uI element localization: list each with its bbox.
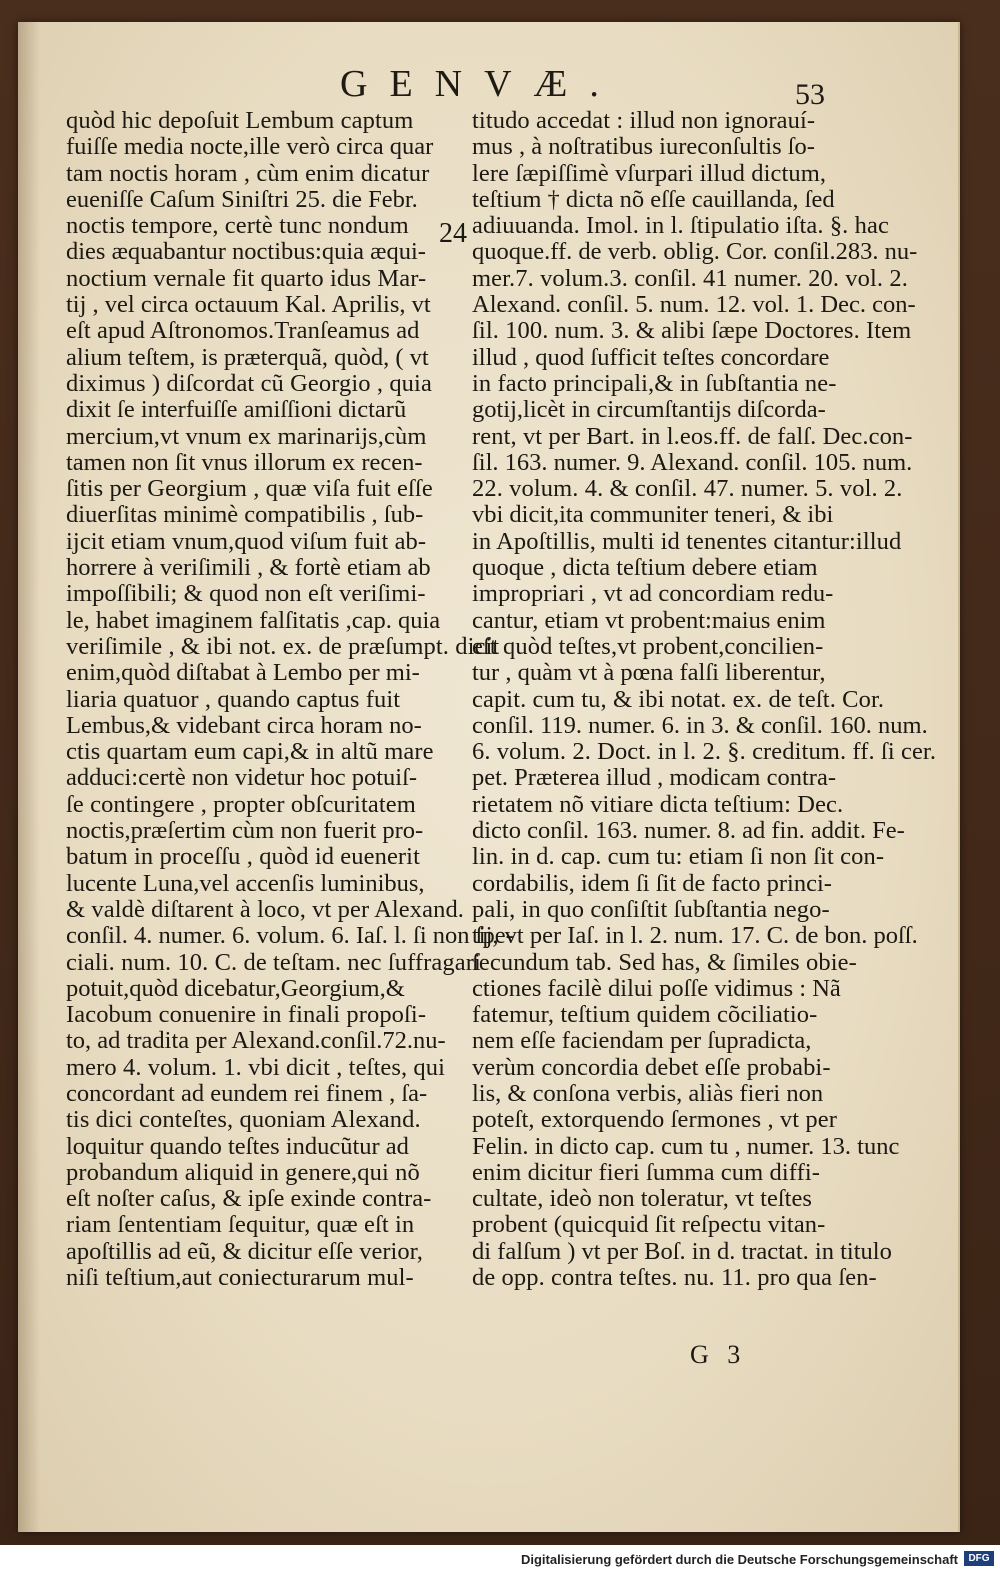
text-line: cantur, etiam vt probent:maius enim	[472, 606, 826, 634]
text-line: cordabilis, idem ſi ſit de facto princi-	[472, 869, 832, 897]
signature-mark: G 3	[690, 1340, 747, 1369]
text-line: quòd hic depoſuit Lembum captum	[66, 107, 414, 134]
text-line: horrere à veriſimili , & fortè etiam ab	[66, 554, 431, 582]
text-line: eſt noſter caſus, & ipſe exinde contra-	[66, 1185, 432, 1213]
text-line: tamen non ſit vnus illorum ex recen-	[66, 448, 423, 476]
text-line: capit. cum tu, & ibi notat. ex. de teſt. Cor.	[472, 685, 885, 713]
text-line: diuerſitas minimè compatibilis , ſub-	[66, 501, 424, 529]
text-line: lin. in d. cap. cum tu: etiam ſi non ſit con-	[472, 843, 885, 871]
text-line: mercium,vt vnum ex marinarijs,cùm	[66, 422, 427, 450]
text-line: quoque , dicta teſtium debere etiam	[472, 554, 818, 582]
text-line: diximus ) diſcordat cũ Georgio , quia	[66, 369, 432, 397]
text-line: ciali. num. 10. C. de teſtam. nec ſuffragari	[66, 948, 481, 976]
text-line: alium teſtem, is præterquã, quòd, ( vt	[66, 343, 429, 371]
text-line: concordant ad eundem rei finem , ſa-	[66, 1079, 428, 1107]
text-line: lere ſæpiſſimè vſurpari illud dictum,	[472, 159, 827, 187]
text-line: enim dicitur fieri ſumma cum diffi-	[472, 1158, 820, 1186]
text-line: enim,quòd diſtabat à Lembo per mi-	[66, 659, 420, 687]
text-line: ſe contingere , propter obſcuritatem	[66, 790, 416, 818]
text-line: riam ſententiam ſequitur, quæ eſt in	[66, 1211, 415, 1239]
text-line: 22. volum. 4. & conſil. 47. numer. 5. vol. 2.	[472, 475, 903, 503]
text-line: ſecundum tab. Sed has, & ſimiles obie-	[472, 948, 857, 976]
text-line: impropriari , vt ad concordiam redu-	[472, 580, 834, 608]
text-line: apoſtillis ad eũ, & dicitur eſſe verior,	[66, 1237, 423, 1265]
text-line: & valdè diſtarent à loco, vt per Alexand.	[66, 895, 465, 923]
text-line: ſil. 100. num. 3. & alibi ſæpe Doctores. Item	[472, 317, 912, 345]
text-line: rent, vt per Bart. in l.eos.ff. de falſ. Dec.con-	[472, 422, 913, 450]
text-line: illud , quod ſufficit teſtes concordare	[472, 343, 830, 371]
text-line: vbi dicit,ita communiter teneri, & ibi	[472, 501, 834, 529]
text-line: loquitur quando teſtes inducũtur ad	[66, 1132, 409, 1160]
text-line: poteſt, extorquendo ſermones , vt per	[472, 1106, 837, 1134]
text-line: tam noctis horam , cùm enim dicatur	[66, 159, 430, 187]
text-line: ctiones facilè dilui poſſe vidimus : Nã	[472, 974, 841, 1002]
text-line: in Apoſtillis, multi id tenentes citantur:illud	[472, 527, 902, 555]
text-line: veriſimile , & ibi not. ex. de præſumpt. dicit	[66, 632, 500, 660]
text-line: Lembus,& videbant circa horam no-	[66, 711, 422, 739]
text-line: noctis,præſertim cùm non fuerit pro-	[66, 817, 424, 845]
margin-number: 24	[439, 218, 467, 249]
text-line: pet. Præterea illud , modicam contra-	[472, 764, 836, 792]
text-line: le, habet imaginem falſitatis ,cap. quia	[66, 606, 441, 634]
text-line: 6. volum. 2. Doct. in l. 2. §. creditum. ff. ſi cer.	[472, 738, 937, 766]
text-line: impoſſibili; & quod non eſt veriſimi-	[66, 580, 426, 608]
text-line: eueniſſe Caſum Siniſtri 25. die Febr.	[66, 185, 418, 213]
text-line: tis dici conteſtes, quoniam Alexand.	[66, 1106, 421, 1134]
text-line: to, ad tradita per Alexand.conſil.72.nu-	[66, 1027, 446, 1055]
text-line: in facto principali,& in ſubſtantia ne-	[472, 369, 837, 397]
text-line: cultate, ideò non toleratur, vt teſtes	[472, 1185, 812, 1213]
text-line: eſt quòd teſtes,vt probent,concilien-	[472, 632, 824, 660]
text-line: fatemur, teſtium quidem cõciliatio-	[472, 1001, 818, 1029]
text-line: de opp. contra teſtes. nu. 11. pro qua ſen-	[472, 1264, 877, 1292]
text-line: probandum aliquid in genere,qui nõ	[66, 1158, 420, 1186]
footer-bar	[0, 1545, 1000, 1574]
text-line: liaria quatuor , quando captus fuit	[66, 685, 401, 713]
text-line: teſtium † dicta nõ eſſe cauillanda, ſed	[472, 185, 835, 213]
page-number: 53	[795, 78, 825, 111]
text-line: lucente Luna,vel accenſis luminibus,	[66, 869, 425, 897]
text-line: mer.7. volum.3. conſil. 41 numer. 20. vol. 2.	[472, 264, 908, 292]
dfg-logo: DFG	[964, 1551, 994, 1566]
text-line: di falſum ) vt per Boſ. in d. tractat. in titulo	[472, 1237, 892, 1265]
text-line: Felin. in dicto cap. cum tu , numer. 13. tunc	[472, 1132, 900, 1160]
text-line: Alexand. conſil. 5. num. 12. vol. 1. Dec. con-	[472, 291, 916, 319]
text-line: titudo accedat : illud non ignorauí-	[472, 107, 816, 134]
text-line: ſitis per Georgium , quæ viſa fuit eſſe	[66, 475, 433, 503]
running-head: GENVÆ.	[340, 63, 621, 105]
text-line: mus , à noſtratibus iureconſultis ſo-	[472, 133, 815, 161]
text-line: noctium vernale fit quarto idus Mar-	[66, 264, 427, 292]
text-line: Iacobum conuenire in finali propoſi-	[66, 1001, 427, 1029]
text-line: ſil. 163. numer. 9. Alexand. conſil. 105. num.	[472, 448, 913, 476]
text-line: batum in proceſſu , quòd id euenerit	[66, 843, 420, 871]
text-line: gotij,licèt in circumſtantijs diſcorda-	[472, 396, 826, 424]
text-line: conſil. 119. numer. 6. in 3. & conſil. 160. num.	[472, 711, 928, 739]
text-line: probent (quicquid ſit reſpectu vitan-	[472, 1211, 826, 1239]
text-line: nem eſſe faciendam per ſupradicta,	[472, 1027, 812, 1055]
text-line: niſi teſtium,aut coniecturarum mul-	[66, 1264, 414, 1292]
text-line: dies æquabantur noctibus:quia æqui-	[66, 238, 426, 266]
text-line: fuiſſe media nocte,ille verò circa quar	[66, 133, 434, 161]
text-line: tur , quàm vt à pœna falſi liberentur,	[472, 659, 826, 687]
text-line: eſt apud Aſtronomos.Tranſeamus ad	[66, 317, 420, 345]
text-line: dixit ſe interfuiſſe amiſſioni dictarũ	[66, 396, 407, 424]
text-line: ctis quartam eum capi,& in altũ mare	[66, 738, 434, 766]
text-line: tij, vt per Iaſ. in l. 2. num. 17. C. de bon. poſſ.	[472, 922, 918, 950]
text-line: tij , vel circa octauum Kal. Aprilis, vt	[66, 291, 431, 319]
footer-credit: Digitalisierung gefördert durch die Deutsche Forschungsgemeinschaft	[520, 1552, 958, 1567]
text-line: lis, & conſona verbis, aliàs fieri non	[472, 1079, 824, 1107]
text-line: noctis tempore, certè tunc nondum	[66, 212, 409, 240]
text-line: potuit,quòd dicebatur,Georgium,&	[66, 974, 405, 1002]
text-line: rietatem nõ vitiare dicta teſtium: Dec.	[472, 790, 844, 818]
text-line: mero 4. volum. 1. vbi dicit , teſtes, qui	[66, 1053, 446, 1081]
text-line: pali, in quo conſiſtit ſubſtantia nego-	[472, 895, 830, 923]
text-line: conſil. 4. numer. 6. volum. 6. Iaſ. l. ſi non ſpe-	[66, 922, 514, 950]
text-line: adiuuanda. Imol. in l. ſtipulatio iſta. §. hac	[472, 212, 889, 240]
text-line: verùm concordia debet eſſe probabi-	[472, 1053, 831, 1081]
text-line: adduci:certè non videtur hoc potuiſ-	[66, 764, 418, 792]
text-line: dicto conſil. 163. numer. 8. ad fin. addit. Fe-	[472, 817, 905, 845]
text-line: quoque.ff. de verb. oblig. Cor. conſil.283. nu-	[472, 238, 918, 266]
text-line: ijcit etiam vnum,quod viſum fuit ab-	[66, 527, 427, 555]
right-text-column	[472, 107, 937, 1292]
